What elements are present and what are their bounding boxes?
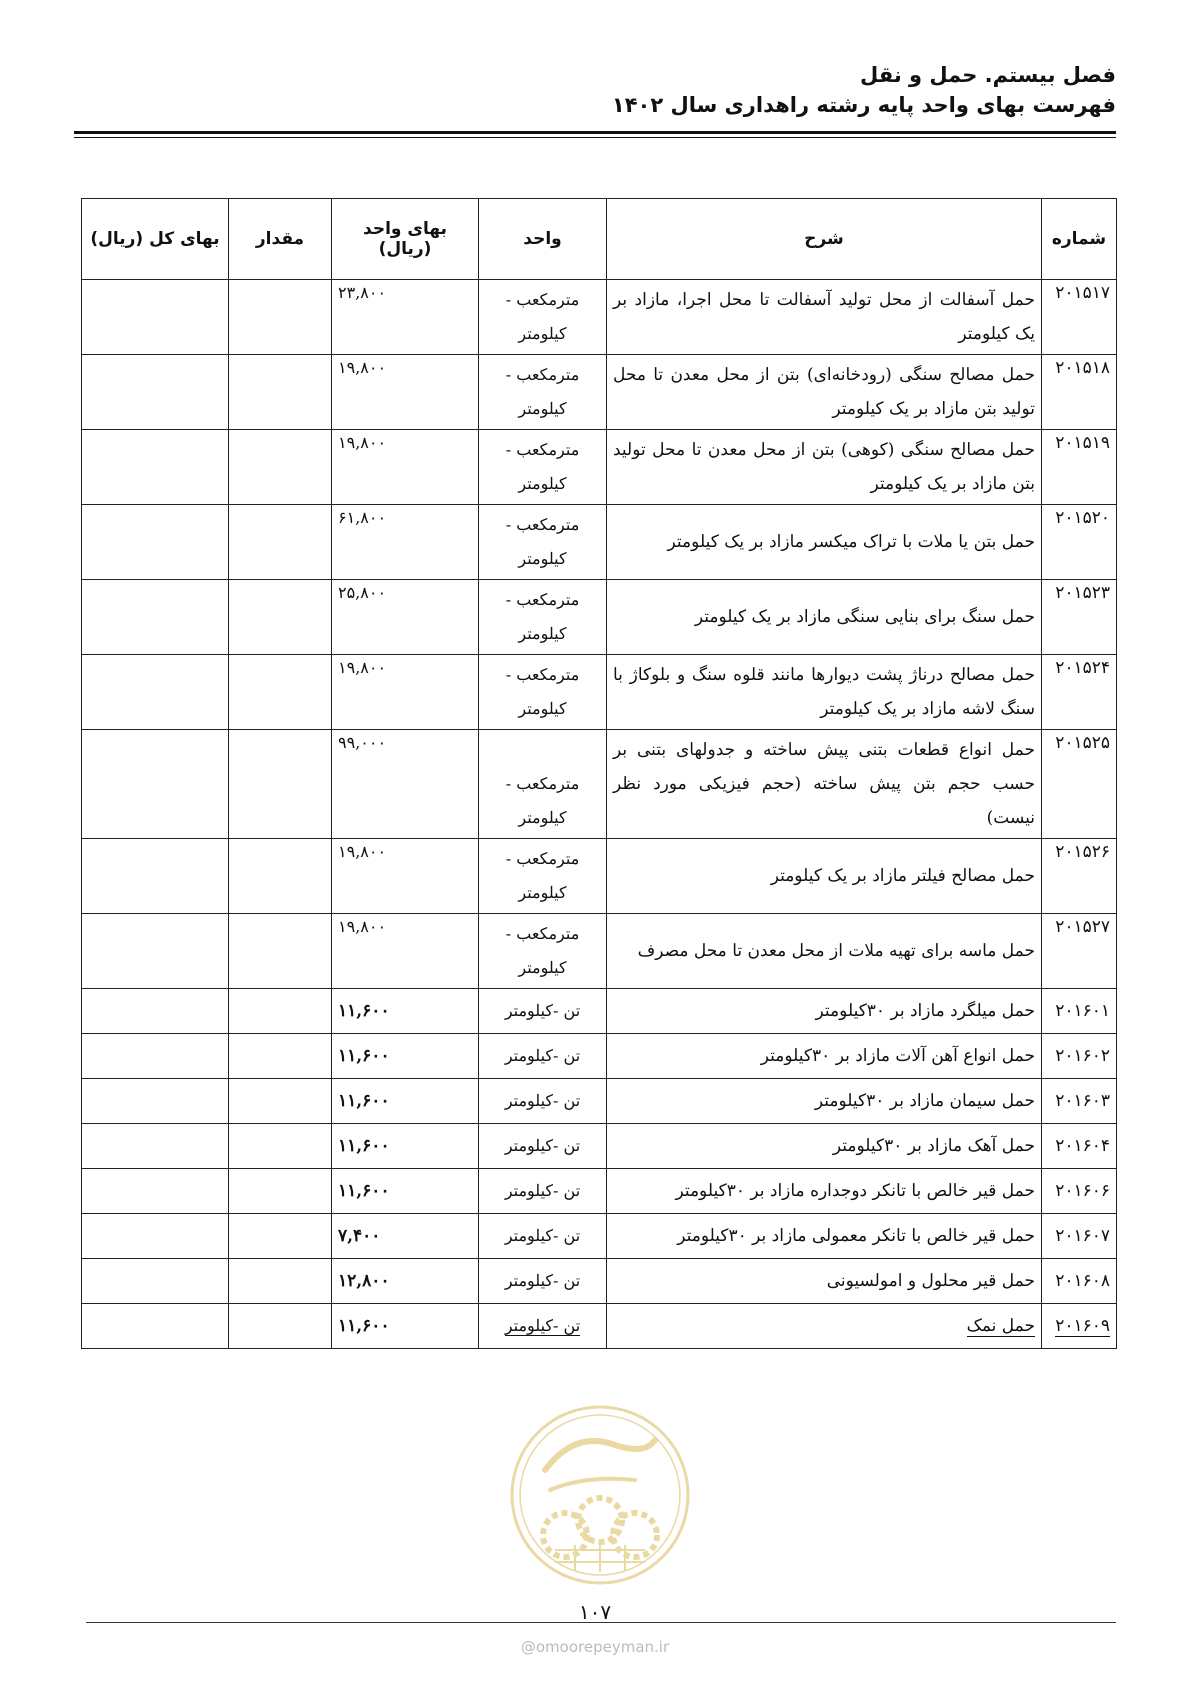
item-code: ۲۰۱۵۲۰ bbox=[1042, 505, 1117, 580]
item-code: ۲۰۱۵۲۷ bbox=[1042, 914, 1117, 989]
item-description: حمل انواع قطعات بتنی پیش ساخته و جدولهای بتنی بر حسب حجم بتن پیش ساخته (حجم فیزیکی مورد نظر نیست) bbox=[607, 730, 1042, 839]
item-unit-price: ۱۱,۶۰۰ bbox=[332, 1169, 479, 1214]
item-unit-price: ۷,۴۰۰ bbox=[332, 1214, 479, 1259]
item-unit-price: ۱۹,۸۰۰ bbox=[332, 655, 479, 730]
item-total-price bbox=[82, 280, 229, 355]
item-quantity bbox=[229, 839, 332, 914]
item-quantity bbox=[229, 655, 332, 730]
item-unit: مترمکعب - کیلومتر bbox=[479, 430, 607, 505]
item-unit-price: ۱۹,۸۰۰ bbox=[332, 839, 479, 914]
header-code: شماره bbox=[1042, 199, 1117, 280]
header-rule-thin bbox=[74, 137, 1116, 138]
table-row bbox=[82, 1124, 1117, 1169]
item-description: حمل بتن یا ملات با تراک میکسر مازاد بر یک کیلومتر bbox=[607, 505, 1042, 580]
item-unit: مترمکعب - کیلومتر bbox=[479, 505, 607, 580]
item-code: ۲۰۱۶۰۷ bbox=[1042, 1214, 1117, 1259]
item-unit: تن -کیلومتر bbox=[479, 1034, 607, 1079]
item-total-price bbox=[82, 839, 229, 914]
header-unit-price: بهای واحد (ریال) bbox=[332, 199, 479, 280]
item-unit: مترمکعب - کیلومتر bbox=[479, 655, 607, 730]
table-row bbox=[82, 989, 1117, 1034]
item-unit-price: ۱۱,۶۰۰ bbox=[332, 1304, 479, 1349]
table-row bbox=[82, 1034, 1117, 1079]
item-quantity bbox=[229, 1304, 332, 1349]
header-quantity: مقدار bbox=[229, 199, 332, 280]
item-unit-price: ۱۱,۶۰۰ bbox=[332, 1034, 479, 1079]
item-unit-text: تن -کیلومتر bbox=[504, 1316, 581, 1335]
item-code: ۲۰۱۶۰۴ bbox=[1042, 1124, 1117, 1169]
page-header bbox=[612, 60, 1116, 120]
table-row bbox=[82, 1304, 1117, 1349]
item-code: ۲۰۱۵۱۹ bbox=[1042, 430, 1117, 505]
item-quantity bbox=[229, 1169, 332, 1214]
item-unit: مترمکعب - کیلومتر bbox=[479, 914, 607, 989]
item-quantity bbox=[229, 914, 332, 989]
table-row bbox=[82, 730, 1117, 839]
table-row bbox=[82, 505, 1117, 580]
item-code: ۲۰۱۶۰۳ bbox=[1042, 1079, 1117, 1124]
item-code: ۲۰۱۵۲۵ bbox=[1042, 730, 1117, 839]
item-total-price bbox=[82, 989, 229, 1034]
item-unit: مترمکعب - کیلومتر bbox=[479, 355, 607, 430]
item-description: حمل آهک مازاد بر ۳۰کیلومتر bbox=[607, 1124, 1042, 1169]
item-unit-price: ۱۹,۸۰۰ bbox=[332, 430, 479, 505]
item-unit-price: ۶۱,۸۰۰ bbox=[332, 505, 479, 580]
item-unit: تن -کیلومتر bbox=[479, 1079, 607, 1124]
omoorepeyman-seal-logo bbox=[505, 1400, 695, 1590]
table-row bbox=[82, 839, 1117, 914]
item-quantity bbox=[229, 580, 332, 655]
item-quantity bbox=[229, 280, 332, 355]
item-total-price bbox=[82, 1079, 229, 1124]
table-row bbox=[82, 430, 1117, 505]
item-unit: مترمکعب - کیلومتر bbox=[479, 730, 607, 839]
item-unit-price: ۱۹,۸۰۰ bbox=[332, 355, 479, 430]
item-description: حمل انواع آهن آلات مازاد بر ۳۰کیلومتر bbox=[607, 1034, 1042, 1079]
item-code: ۲۰۱۵۱۸ bbox=[1042, 355, 1117, 430]
item-description: حمل ماسه برای تهیه ملات از محل معدن تا محل مصرف bbox=[607, 914, 1042, 989]
item-unit: مترمکعب - کیلومتر bbox=[479, 580, 607, 655]
item-code: ۲۰۱۵۱۷ bbox=[1042, 280, 1117, 355]
item-description: حمل مصالح سنگی (کوهی) بتن از محل معدن تا محل تولید بتن مازاد بر یک کیلومتر bbox=[607, 430, 1042, 505]
header-rule-thick bbox=[74, 131, 1116, 134]
item-unit: تن -کیلومتر bbox=[479, 1259, 607, 1304]
footer-rule bbox=[86, 1622, 1116, 1623]
item-description: حمل آسفالت از محل تولید آسفالت تا محل اجرا، مازاد بر یک کیلومتر bbox=[607, 280, 1042, 355]
item-unit bbox=[479, 1304, 607, 1349]
website-watermark: @omoorepeyman.ir bbox=[520, 1638, 670, 1656]
item-description-text: حمل نمک bbox=[966, 1316, 1035, 1336]
item-description: حمل مصالح فیلتر مازاد بر یک کیلومتر bbox=[607, 839, 1042, 914]
item-total-price bbox=[82, 355, 229, 430]
item-quantity bbox=[229, 430, 332, 505]
item-unit: تن -کیلومتر bbox=[479, 1124, 607, 1169]
item-code: ۲۰۱۶۰۱ bbox=[1042, 989, 1117, 1034]
item-code: ۲۰۱۵۲۶ bbox=[1042, 839, 1117, 914]
item-description: حمل سیمان مازاد بر ۳۰کیلومتر bbox=[607, 1079, 1042, 1124]
item-total-price bbox=[82, 655, 229, 730]
item-unit-price: ۲۳,۸۰۰ bbox=[332, 280, 479, 355]
item-unit: تن -کیلومتر bbox=[479, 989, 607, 1034]
item-description: حمل مصالح درناژ پشت دیوارها مانند قلوه سنگ و بلوکاژ با سنگ لاشه مازاد بر یک کیلومتر bbox=[607, 655, 1042, 730]
chapter-title: فصل بیستم. حمل و نقل bbox=[859, 63, 1116, 87]
table-row bbox=[82, 914, 1117, 989]
item-total-price bbox=[82, 1304, 229, 1349]
item-unit-price: ۱۱,۶۰۰ bbox=[332, 989, 479, 1034]
page-number: ۱۰۷ bbox=[578, 1600, 612, 1624]
table-row bbox=[82, 1214, 1117, 1259]
item-unit-price: ۲۵,۸۰۰ bbox=[332, 580, 479, 655]
price-table bbox=[81, 198, 1117, 1349]
item-quantity bbox=[229, 1034, 332, 1079]
item-unit-price: ۱۲,۸۰۰ bbox=[332, 1259, 479, 1304]
item-code-text: ۲۰۱۶۰۹ bbox=[1055, 1316, 1110, 1336]
table-header-row bbox=[82, 199, 1117, 280]
item-quantity bbox=[229, 1079, 332, 1124]
table-row bbox=[82, 580, 1117, 655]
item-description bbox=[607, 1304, 1042, 1349]
table-row bbox=[82, 1079, 1117, 1124]
item-description: حمل قیر خالص با تانکر معمولی مازاد بر ۳۰کیلومتر bbox=[607, 1214, 1042, 1259]
item-total-price bbox=[82, 730, 229, 839]
item-total-price bbox=[82, 505, 229, 580]
item-code: ۲۰۱۶۰۲ bbox=[1042, 1034, 1117, 1079]
table-row bbox=[82, 1259, 1117, 1304]
item-description: حمل قیر محلول و امولسیونی bbox=[607, 1259, 1042, 1304]
table-row bbox=[82, 280, 1117, 355]
item-code: ۲۰۱۶۰۸ bbox=[1042, 1259, 1117, 1304]
item-unit: تن -کیلومتر bbox=[479, 1214, 607, 1259]
item-code: ۲۰۱۵۲۴ bbox=[1042, 655, 1117, 730]
item-description: حمل میلگرد مازاد بر ۳۰کیلومتر bbox=[607, 989, 1042, 1034]
item-unit: مترمکعب - کیلومتر bbox=[479, 280, 607, 355]
item-total-price bbox=[82, 914, 229, 989]
table-row bbox=[82, 1169, 1117, 1214]
item-total-price bbox=[82, 1124, 229, 1169]
item-total-price bbox=[82, 1169, 229, 1214]
item-quantity bbox=[229, 1259, 332, 1304]
item-total-price bbox=[82, 1259, 229, 1304]
item-quantity bbox=[229, 730, 332, 839]
table-row bbox=[82, 355, 1117, 430]
item-description: حمل مصالح سنگی (رودخانه‌ای) بتن از محل معدن تا محل تولید بتن مازاد بر یک کیلومتر bbox=[607, 355, 1042, 430]
item-unit-price: ۱۹,۸۰۰ bbox=[332, 914, 479, 989]
item-quantity bbox=[229, 1124, 332, 1169]
item-unit-price: ۹۹,۰۰۰ bbox=[332, 730, 479, 839]
item-unit: تن -کیلومتر bbox=[479, 1169, 607, 1214]
item-description: حمل سنگ برای بنایی سنگی مازاد بر یک کیلومتر bbox=[607, 580, 1042, 655]
header-description: شرح bbox=[607, 199, 1042, 280]
item-unit: مترمکعب - کیلومتر bbox=[479, 839, 607, 914]
item-quantity bbox=[229, 355, 332, 430]
item-quantity bbox=[229, 989, 332, 1034]
item-code: ۲۰۱۶۰۶ bbox=[1042, 1169, 1117, 1214]
item-quantity bbox=[229, 1214, 332, 1259]
item-total-price bbox=[82, 1214, 229, 1259]
item-unit-price: ۱۱,۶۰۰ bbox=[332, 1079, 479, 1124]
item-total-price bbox=[82, 1034, 229, 1079]
table-row bbox=[82, 655, 1117, 730]
item-total-price bbox=[82, 430, 229, 505]
item-code: ۲۰۱۵۲۳ bbox=[1042, 580, 1117, 655]
item-description: حمل قیر خالص با تانکر دوجداره مازاد بر ۳۰کیلومتر bbox=[607, 1169, 1042, 1214]
item-total-price bbox=[82, 580, 229, 655]
item-code bbox=[1042, 1304, 1117, 1349]
document-subtitle: فهرست بهای واحد پایه رشته راهداری سال ۱۴۰۲ bbox=[611, 93, 1116, 117]
header-unit: واحد bbox=[479, 199, 607, 280]
header-total-price: بهای کل (ریال) bbox=[82, 199, 229, 280]
item-quantity bbox=[229, 505, 332, 580]
item-unit-price: ۱۱,۶۰۰ bbox=[332, 1124, 479, 1169]
